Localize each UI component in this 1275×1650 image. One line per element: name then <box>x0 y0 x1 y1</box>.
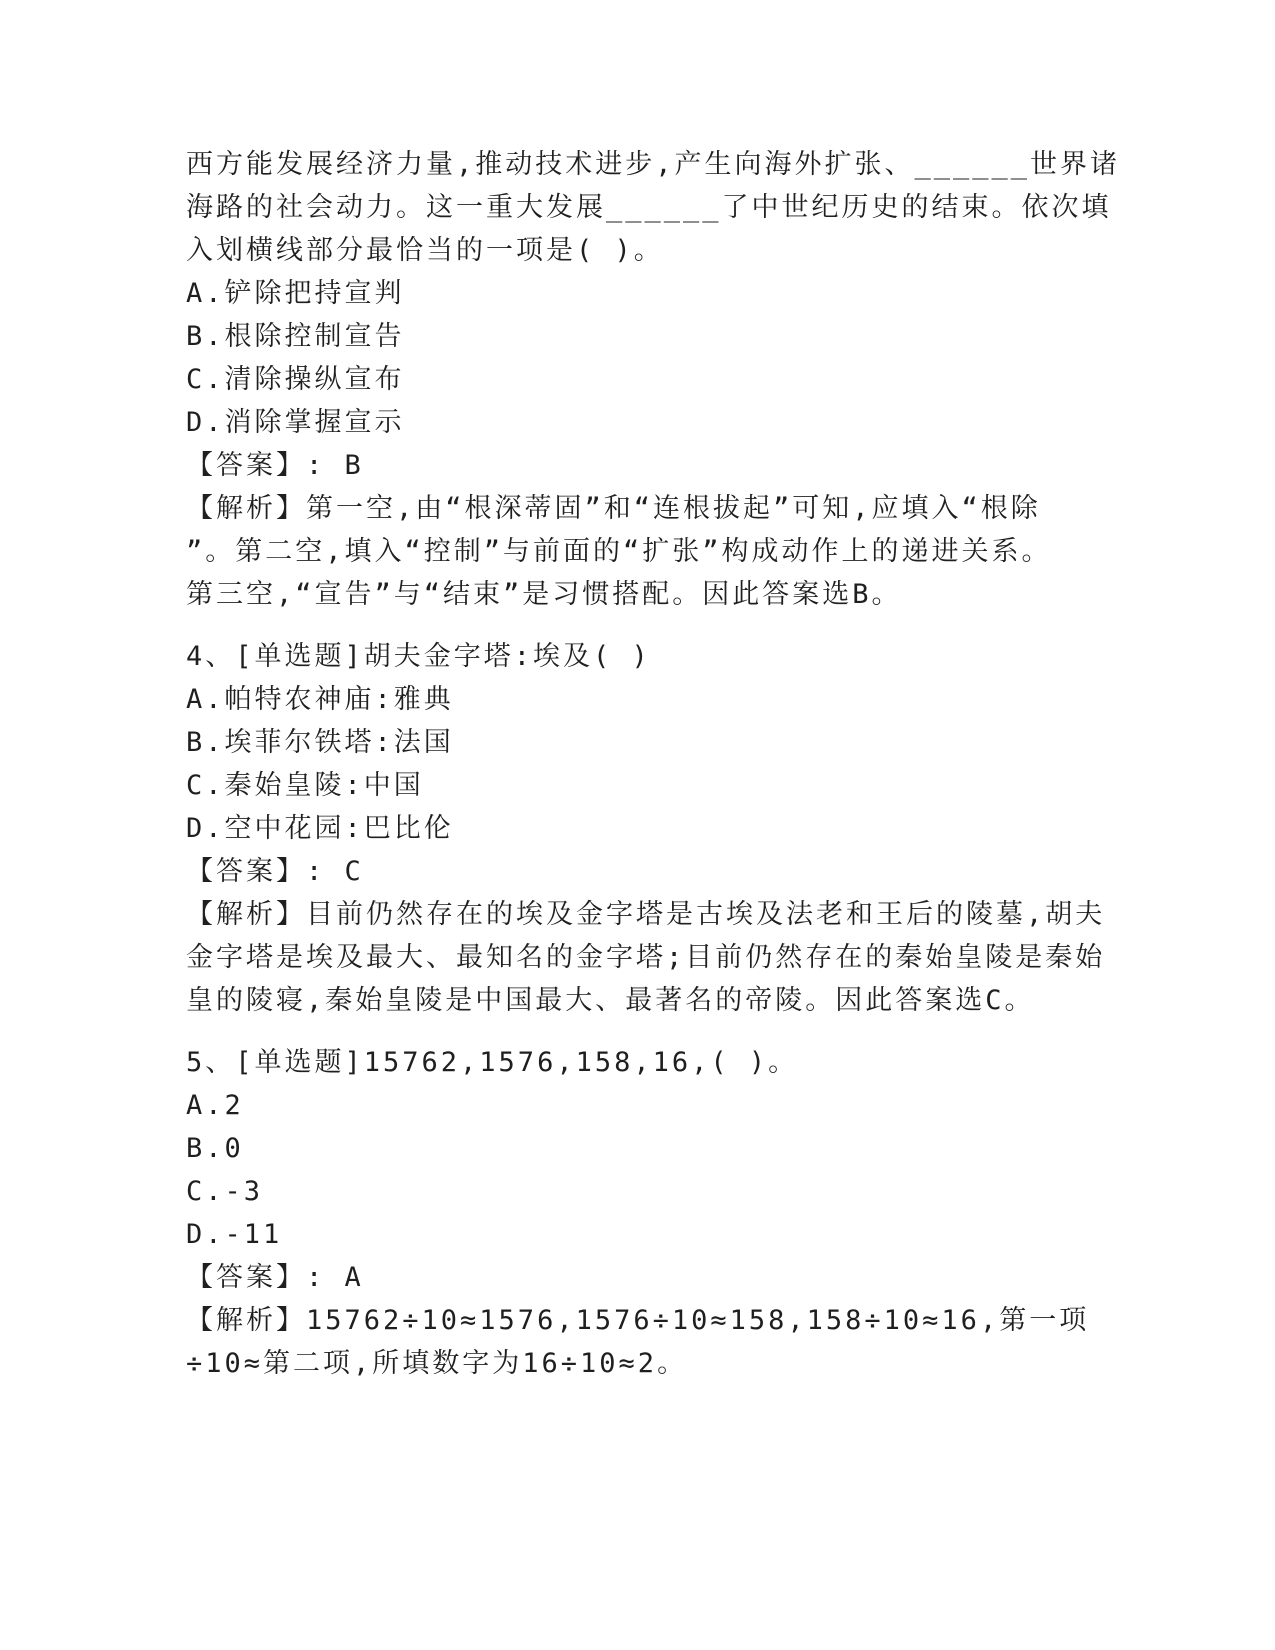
question-stem-line: 4、[单选题]胡夫金字塔:埃及( ) <box>186 641 651 672</box>
analysis-line: 【解析】第一空,由“根深蒂固”和“连根拔起”可知,应填入“根除 <box>186 493 1041 524</box>
option-d: D.-11 <box>186 1219 283 1250</box>
question-3 <box>186 143 1121 616</box>
analysis-line: 【解析】15762÷10≈1576,1576÷10≈158,158÷10≈16,第一项 <box>186 1305 1090 1336</box>
analysis-line: ”。第二空,填入“控制”与前面的“扩张”构成动作上的递进关系。 <box>186 536 1052 567</box>
answer-line: 【答案】: B <box>186 450 364 481</box>
spacer <box>186 1022 1086 1041</box>
option-b: B.根除控制宣告 <box>186 321 405 352</box>
option-d: D.消除掌握宣示 <box>186 407 405 438</box>
option-b: B.0 <box>186 1133 244 1164</box>
option-a: A.帕特农神庙:雅典 <box>186 684 454 715</box>
analysis-line: 第三空,“宣告”与“结束”是习惯搭配。因此答案选B。 <box>186 579 902 610</box>
option-d: D.空中花园:巴比伦 <box>186 813 454 844</box>
question-stem-line: 西方能发展经济力量,推动技术进步,产生向海外扩张、______世界诸 <box>186 149 1121 180</box>
option-b: B.埃菲尔铁塔:法国 <box>186 727 454 758</box>
answer-line: 【答案】: C <box>186 856 364 887</box>
option-c: C.-3 <box>186 1176 264 1207</box>
question-stem-line: 5、[单选题]15762,1576,158,16,( )。 <box>186 1047 799 1078</box>
option-c: C.清除操纵宣布 <box>186 364 405 395</box>
answer-line: 【答案】: A <box>186 1262 364 1293</box>
option-c: C.秦始皇陵:中国 <box>186 770 424 801</box>
question-5 <box>186 1041 1090 1385</box>
question-stem-line: 入划横线部分最恰当的一项是( )。 <box>186 235 664 266</box>
analysis-line: 金字塔是埃及最大、最知名的金字塔;目前仍然存在的秦始皇陵是秦始 <box>186 942 1106 973</box>
option-a: A.铲除把持宣判 <box>186 278 405 309</box>
option-a: A.2 <box>186 1090 244 1121</box>
spacer <box>186 616 1086 635</box>
analysis-line: ÷10≈第二项,所填数字为16÷10≈2。 <box>186 1348 688 1379</box>
analysis-line: 【解析】目前仍然存在的埃及金字塔是古埃及法老和王后的陵墓,胡夫 <box>186 899 1106 930</box>
analysis-line: 皇的陵寝,秦始皇陵是中国最大、最著名的帝陵。因此答案选C。 <box>186 985 1035 1016</box>
question-4 <box>186 635 1106 1022</box>
question-stem-line: 海路的社会动力。这一重大发展______了中世纪历史的结束。依次填 <box>186 192 1112 223</box>
document-page <box>186 143 1121 1385</box>
